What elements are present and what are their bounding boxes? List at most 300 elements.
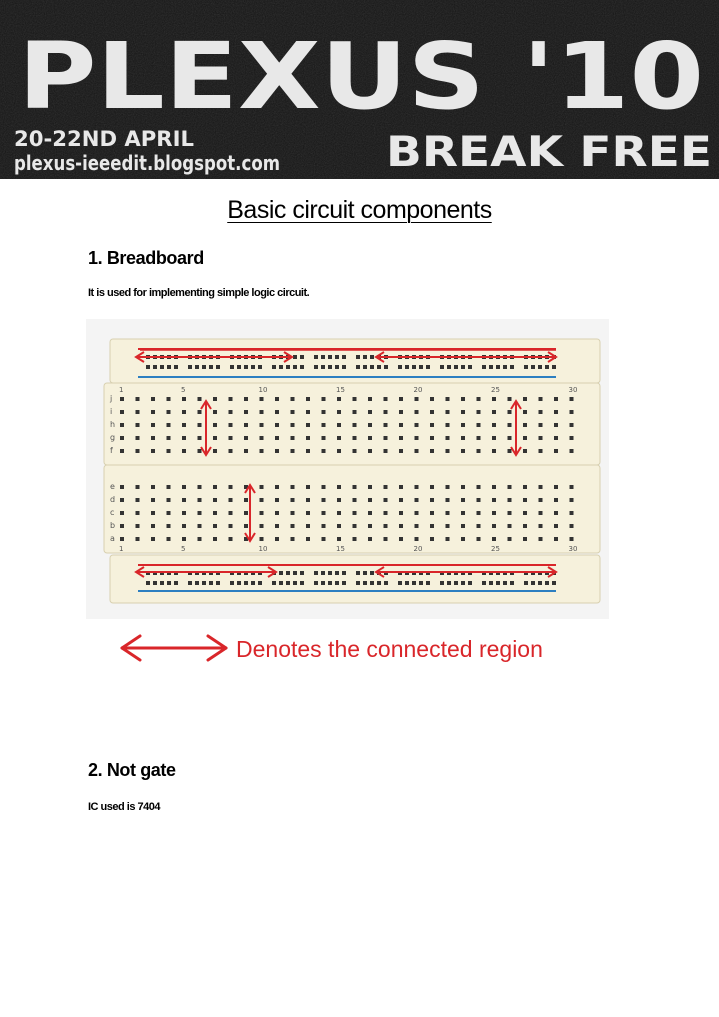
terminal-hole (337, 397, 341, 401)
terminal-hole (337, 436, 341, 440)
terminal-hole (136, 498, 140, 502)
terminal-hole (198, 524, 202, 528)
terminal-hole (523, 524, 527, 528)
terminal-hole (229, 537, 233, 541)
terminal-hole (244, 498, 248, 502)
column-number: 25 (491, 386, 500, 394)
rail-hole (356, 581, 360, 585)
terminal-hole (508, 524, 512, 528)
terminal-hole (570, 423, 574, 427)
rail-hole (524, 365, 528, 369)
rail-hole (209, 581, 213, 585)
terminal-hole (306, 485, 310, 489)
terminal-hole (523, 537, 527, 541)
terminal-hole (337, 449, 341, 453)
terminal-hole (136, 537, 140, 541)
terminal-hole (508, 511, 512, 515)
terminal-hole (120, 449, 124, 453)
rail-hole (384, 365, 388, 369)
terminal-hole (291, 511, 295, 515)
terminal-hole (430, 423, 434, 427)
terminal-hole (136, 410, 140, 414)
terminal-hole (229, 498, 233, 502)
terminal-hole (167, 537, 171, 541)
rail-hole (552, 581, 556, 585)
terminal-hole (446, 524, 450, 528)
terminal-hole (151, 449, 155, 453)
terminal-hole (260, 436, 264, 440)
terminal-hole (353, 511, 357, 515)
terminal-hole (120, 511, 124, 515)
terminal-hole (353, 423, 357, 427)
row-label: f (110, 446, 113, 455)
terminal-hole (244, 397, 248, 401)
terminal-hole (446, 511, 450, 515)
rail-hole (384, 581, 388, 585)
terminal-hole (120, 423, 124, 427)
terminal-hole (322, 524, 326, 528)
terminal-hole (508, 485, 512, 489)
terminal-hole (477, 436, 481, 440)
terminal-hole (337, 410, 341, 414)
terminal-hole (492, 524, 496, 528)
terminal-hole (120, 485, 124, 489)
terminal-hole (136, 397, 140, 401)
terminal-hole (570, 397, 574, 401)
terminal-hole (167, 498, 171, 502)
terminal-hole (182, 511, 186, 515)
terminal-hole (415, 423, 419, 427)
rail-hole (447, 365, 451, 369)
terminal-hole (415, 449, 419, 453)
rail-hole (293, 581, 297, 585)
terminal-hole (477, 485, 481, 489)
terminal-hole (260, 498, 264, 502)
terminal-hole (229, 423, 233, 427)
terminal-hole (213, 524, 217, 528)
terminal-hole (492, 449, 496, 453)
terminal-hole (446, 423, 450, 427)
column-number: 15 (336, 545, 345, 553)
section-heading-not-gate: 2. Not gate (88, 760, 176, 780)
rail-hole (356, 365, 360, 369)
rail-hole (545, 365, 549, 369)
terminal-hole (461, 436, 465, 440)
terminal-hole (523, 397, 527, 401)
rail-hole (503, 581, 507, 585)
event-banner (0, 0, 719, 179)
rail-hole (209, 365, 213, 369)
terminal-hole (213, 397, 217, 401)
terminal-hole (477, 423, 481, 427)
column-number: 30 (568, 545, 578, 553)
rail-hole (482, 581, 486, 585)
terminal-hole (399, 498, 403, 502)
terminal-hole (322, 485, 326, 489)
rail-hole (335, 355, 339, 359)
rail-hole (300, 355, 304, 359)
column-number: 5 (181, 545, 186, 553)
rail-hole (370, 571, 374, 575)
terminal-hole (182, 498, 186, 502)
terminal-hole (291, 436, 295, 440)
rail-hole (188, 581, 192, 585)
rail-hole (412, 365, 416, 369)
terminal-hole (151, 511, 155, 515)
terminal-hole (260, 511, 264, 515)
rail-hole (342, 365, 346, 369)
terminal-hole (430, 485, 434, 489)
rail-hole (370, 581, 374, 585)
terminal-hole (167, 485, 171, 489)
terminal-hole (539, 485, 543, 489)
terminal-hole (136, 423, 140, 427)
terminal-hole (151, 537, 155, 541)
terminal-hole (415, 524, 419, 528)
rail-hole (258, 365, 262, 369)
terminal-hole (275, 537, 279, 541)
terminal-hole (430, 397, 434, 401)
terminal-hole (260, 410, 264, 414)
terminal-hole (430, 449, 434, 453)
terminal-hole (151, 410, 155, 414)
rail-hole (363, 581, 367, 585)
column-number: 5 (181, 386, 186, 394)
terminal-hole (492, 410, 496, 414)
terminal-hole (508, 537, 512, 541)
terminal-hole (120, 537, 124, 541)
terminal-hole (353, 436, 357, 440)
terminal-hole (570, 449, 574, 453)
rail-hole (328, 571, 332, 575)
terminal-hole (167, 449, 171, 453)
rail-hole (419, 365, 423, 369)
rail-hole (510, 581, 514, 585)
rail-hole (251, 581, 255, 585)
terminal-hole (430, 537, 434, 541)
breadboard-figure (86, 319, 609, 619)
terminal-hole (508, 436, 512, 440)
terminal-hole (554, 524, 558, 528)
row-label: a (110, 534, 115, 543)
terminal-hole (384, 524, 388, 528)
terminal-hole (337, 511, 341, 515)
terminal-hole (353, 410, 357, 414)
terminal-hole (523, 449, 527, 453)
section-text-breadboard: It is used for implementing simple logic circuit. (88, 287, 310, 299)
terminal-hole (461, 485, 465, 489)
terminal-hole (229, 410, 233, 414)
terminal-hole (523, 436, 527, 440)
terminal-hole (461, 449, 465, 453)
terminal-hole (461, 524, 465, 528)
row-label: g (110, 433, 116, 442)
rail-hole (398, 581, 402, 585)
terminal-hole (399, 511, 403, 515)
terminal-hole (368, 485, 372, 489)
column-number: 1 (119, 386, 124, 394)
rail-hole (279, 571, 283, 575)
terminal-hole (368, 410, 372, 414)
rail-hole (335, 581, 339, 585)
terminal-hole (151, 524, 155, 528)
terminal-hole (337, 524, 341, 528)
terminal-hole (384, 423, 388, 427)
terminal-hole (446, 498, 450, 502)
terminal-hole (151, 423, 155, 427)
terminal-hole (523, 423, 527, 427)
rail-hole (356, 571, 360, 575)
terminal-hole (260, 485, 264, 489)
rail-hole (258, 581, 262, 585)
terminal-hole (275, 498, 279, 502)
terminal-hole (213, 537, 217, 541)
terminal-hole (415, 485, 419, 489)
terminal-hole (198, 397, 202, 401)
terminal-hole (477, 524, 481, 528)
rail-hole (377, 365, 381, 369)
rail-hole (342, 571, 346, 575)
terminal-hole (291, 397, 295, 401)
rail-hole (335, 571, 339, 575)
terminal-hole (291, 524, 295, 528)
terminal-hole (275, 423, 279, 427)
terminal-hole (322, 449, 326, 453)
rail-hole (468, 365, 472, 369)
terminal-hole (213, 449, 217, 453)
terminal-hole (322, 436, 326, 440)
terminal-hole (151, 397, 155, 401)
rail-hole (419, 581, 423, 585)
terminal-hole (384, 436, 388, 440)
rail-hole (272, 581, 276, 585)
column-number: 15 (336, 386, 345, 394)
banner-graphic (0, 0, 719, 179)
breadboard-image (86, 319, 609, 619)
power-rail-bottom (110, 555, 600, 603)
terminal-hole (477, 449, 481, 453)
terminal-hole (523, 511, 527, 515)
rail-hole (153, 365, 157, 369)
terminal-hole (368, 436, 372, 440)
terminal-hole (244, 423, 248, 427)
double-arrow-icon (122, 636, 226, 660)
terminal-hole (415, 498, 419, 502)
banner-dates: 20-22ND APRIL (14, 127, 195, 151)
terminal-hole (492, 498, 496, 502)
terminal-hole (275, 511, 279, 515)
rail-hole (363, 355, 367, 359)
terminal-hole (492, 537, 496, 541)
terminal-hole (353, 524, 357, 528)
terminal-hole (368, 537, 372, 541)
rail-hole (531, 365, 535, 369)
rail-hole (398, 365, 402, 369)
terminal-hole (492, 485, 496, 489)
terminal-hole (508, 498, 512, 502)
column-number: 10 (258, 545, 268, 553)
terminal-hole (260, 423, 264, 427)
rail-hole (146, 581, 150, 585)
rail-hole (468, 581, 472, 585)
terminal-hole (384, 397, 388, 401)
rail-hole (370, 355, 374, 359)
terminal-hole (384, 498, 388, 502)
section-heading-breadboard: 1. Breadboard (88, 248, 204, 268)
terminal-hole (322, 537, 326, 541)
terminal-hole (492, 436, 496, 440)
rail-hole (496, 581, 500, 585)
rail-hole (461, 365, 465, 369)
rail-hole (244, 581, 248, 585)
row-label: j (110, 394, 113, 403)
rail-hole (167, 365, 171, 369)
terminal-hole (167, 397, 171, 401)
rail-hole (328, 365, 332, 369)
terminal-hole (229, 485, 233, 489)
terminal-hole (570, 511, 574, 515)
terminal-hole (554, 498, 558, 502)
rail-hole (286, 365, 290, 369)
rail-hole (447, 581, 451, 585)
row-label: c (110, 508, 115, 517)
terminal-hole (554, 397, 558, 401)
terminal-hole (167, 436, 171, 440)
terminal-hole (306, 397, 310, 401)
terminal-hole (275, 410, 279, 414)
terminal-hole (399, 410, 403, 414)
terminal-hole (244, 511, 248, 515)
terminal-hole (539, 410, 543, 414)
rail-hole (174, 365, 178, 369)
terminal-hole (508, 423, 512, 427)
terminal-hole (151, 485, 155, 489)
terminal-hole (275, 436, 279, 440)
terminal-hole (554, 410, 558, 414)
rail-hole (237, 365, 241, 369)
terminal-hole (260, 449, 264, 453)
figure-legend (118, 630, 578, 668)
rail-hole (503, 365, 507, 369)
terminal-hole (384, 485, 388, 489)
rail-hole (482, 365, 486, 369)
terminal-hole (229, 436, 233, 440)
terminal-hole (384, 511, 388, 515)
terminal-hole (539, 436, 543, 440)
document-title (0, 196, 719, 225)
rail-hole (454, 581, 458, 585)
terminal-hole (182, 537, 186, 541)
terminal-hole (415, 511, 419, 515)
rail-hole (174, 581, 178, 585)
terminal-hole (539, 449, 543, 453)
terminal-hole (461, 423, 465, 427)
terminal-hole (306, 410, 310, 414)
terminal-hole (399, 397, 403, 401)
terminal-hole (523, 485, 527, 489)
terminal-hole (291, 423, 295, 427)
rail-hole (153, 581, 157, 585)
terminal-hole (508, 449, 512, 453)
rail-hole (370, 365, 374, 369)
terminal-hole (368, 511, 372, 515)
document-title-text: Basic circuit components (227, 196, 492, 224)
rail-hole (146, 365, 150, 369)
rail-hole (237, 581, 241, 585)
rail-hole (426, 581, 430, 585)
terminal-hole (198, 537, 202, 541)
terminal-hole (260, 537, 264, 541)
terminal-hole (198, 498, 202, 502)
rail-hole (321, 365, 325, 369)
rail-hole (230, 581, 234, 585)
terminal-hole (508, 410, 512, 414)
terminal-hole (384, 449, 388, 453)
terminal-hole (446, 436, 450, 440)
terminal-hole (492, 423, 496, 427)
rail-hole (426, 365, 430, 369)
terminal-hole (120, 436, 124, 440)
terminal-hole (399, 449, 403, 453)
terminal-hole (461, 498, 465, 502)
terminal-hole (570, 410, 574, 414)
terminal-hole (213, 436, 217, 440)
terminal-hole (337, 498, 341, 502)
terminal-hole (539, 397, 543, 401)
rail-hole (300, 581, 304, 585)
terminal-hole (368, 498, 372, 502)
terminal-hole (136, 485, 140, 489)
terminal-hole (291, 485, 295, 489)
terminal-hole (415, 410, 419, 414)
rail-hole (454, 365, 458, 369)
terminal-hole (198, 423, 202, 427)
terminal-hole (492, 511, 496, 515)
terminal-hole (244, 410, 248, 414)
rail-hole (510, 365, 514, 369)
terminal-hole (523, 410, 527, 414)
terminal-hole (136, 449, 140, 453)
terminal-hole (446, 449, 450, 453)
rail-hole (545, 581, 549, 585)
terminal-hole (120, 410, 124, 414)
rail-hole (356, 355, 360, 359)
rail-hole (279, 365, 283, 369)
rail-hole (328, 355, 332, 359)
terminal-hole (167, 511, 171, 515)
terminal-hole (353, 485, 357, 489)
rail-hole (195, 365, 199, 369)
terminal-hole (322, 511, 326, 515)
terminal-hole (461, 410, 465, 414)
column-number: 1 (119, 545, 124, 553)
terminal-hole (368, 524, 372, 528)
terminal-hole (306, 524, 310, 528)
terminal-hole (446, 485, 450, 489)
rail-hole (531, 581, 535, 585)
terminal-hole (353, 449, 357, 453)
terminal-hole (120, 498, 124, 502)
terminal-hole (182, 436, 186, 440)
terminal-hole (477, 511, 481, 515)
terminal-hole (213, 485, 217, 489)
rail-hole (496, 365, 500, 369)
rail-hole (216, 365, 220, 369)
terminal-hole (415, 436, 419, 440)
rail-hole (272, 365, 276, 369)
terminal-hole (353, 498, 357, 502)
terminal-hole (554, 485, 558, 489)
